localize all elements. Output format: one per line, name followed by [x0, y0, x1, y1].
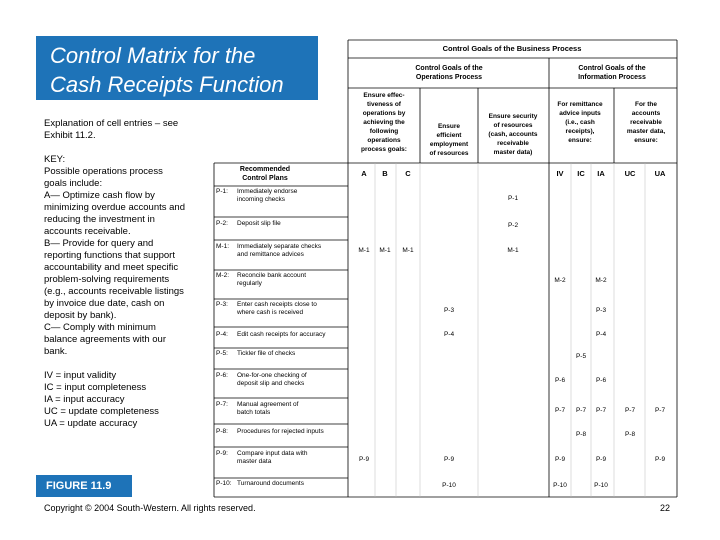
- info-goal-accounts: receivable: [630, 119, 662, 126]
- column-code-a: A: [361, 169, 367, 178]
- plan-description: where cash is received: [237, 309, 304, 316]
- info-goal-accounts: master data,: [626, 128, 666, 135]
- ops-goal-security: of resources: [493, 122, 533, 129]
- plan-code: P-6:: [216, 372, 228, 379]
- explanation-text: Explanation of cell entries – see Exhibit 11.2.: [44, 118, 179, 141]
- abbreviation-line: IC = input completeness: [44, 382, 147, 393]
- plans-header: Recommended: [239, 166, 291, 173]
- matrix-cell: P-9: [654, 456, 666, 463]
- ops-goal-effectiveness: following: [369, 128, 399, 135]
- matrix-cell: P-7: [654, 407, 666, 414]
- info-goal-remittance: receipts),: [565, 128, 595, 135]
- info-goals-header: Control Goals of the: [578, 65, 646, 72]
- matrix-cell: P-7: [595, 407, 607, 414]
- ops-goal-security: (cash, accounts: [488, 131, 538, 138]
- plan-description: Immediately separate checks: [237, 243, 322, 250]
- plan-description: regularly: [237, 280, 262, 287]
- matrix-cell: P-6: [554, 377, 566, 384]
- info-goals-header: Information Process: [578, 74, 646, 81]
- ops-goal-effectiveness: process goals:: [361, 146, 407, 153]
- plan-code: P-7:: [216, 401, 228, 408]
- plan-description: Immediately endorse: [237, 188, 298, 195]
- abbreviation-line: IV = input validity: [44, 370, 117, 381]
- matrix-cell: M-1: [379, 247, 391, 254]
- matrix-cell: P-9: [554, 456, 566, 463]
- matrix-cell: P-7: [575, 407, 587, 414]
- key-line: (e.g., accounts receivable listings: [44, 286, 184, 297]
- plan-description: Reconcile bank account: [237, 272, 307, 279]
- plan-code: M-1:: [216, 243, 229, 250]
- plan-description: master data: [237, 458, 272, 465]
- plan-description: Procedures for rejected inputs: [237, 428, 324, 435]
- ops-goal-effectiveness: operations: [367, 137, 401, 144]
- matrix-cell: P-4: [443, 331, 455, 338]
- plan-description: Turnaround documents: [237, 480, 304, 487]
- matrix-cell: M-2: [554, 277, 566, 284]
- matrix-cell: P-9: [443, 456, 455, 463]
- plan-description: Edit cash receipts for accuracy: [237, 331, 326, 338]
- matrix-cell: P-8: [575, 431, 587, 438]
- ops-goals-header: Control Goals of the: [415, 65, 483, 72]
- key-line: bank.: [44, 346, 68, 357]
- key-line: problem-solving requirements: [44, 274, 170, 285]
- plan-code: M-2:: [216, 272, 229, 279]
- ops-goal-efficiency: Ensure: [437, 123, 461, 130]
- matrix-cell: P-1: [507, 195, 519, 202]
- abbreviation-line: UC = update completeness: [44, 406, 159, 417]
- matrix-cell: P-3: [443, 307, 455, 314]
- matrix-cell: P-8: [624, 431, 636, 438]
- matrix-main-header: Control Goals of the Business Process: [442, 44, 582, 53]
- key-line: deposit by bank).: [44, 310, 117, 321]
- abbreviation-line: UA = update accuracy: [44, 418, 138, 429]
- column-code-ia: IA: [597, 169, 605, 178]
- plan-code: P-2:: [216, 220, 228, 227]
- matrix-cell: P-6: [595, 377, 607, 384]
- column-code-ua: UA: [654, 169, 666, 178]
- key-line: balance agreements with our: [44, 334, 166, 345]
- column-code-ic: IC: [577, 169, 585, 178]
- matrix-cell: P-2: [507, 222, 519, 229]
- matrix-cell: P-10: [442, 482, 456, 489]
- matrix-cell: P-5: [575, 353, 587, 360]
- matrix-cell: P-7: [624, 407, 636, 414]
- figure-label: FIGURE 11.9: [36, 475, 132, 497]
- page-number: 22: [660, 503, 671, 513]
- key-line: KEY:: [44, 154, 66, 165]
- plan-code: P-9:: [216, 450, 228, 457]
- plan-code: P-3:: [216, 301, 228, 308]
- key-line: accounts receivable.: [44, 226, 131, 237]
- plan-code: P-10:: [216, 480, 232, 487]
- slide-title-line: Cash Receipts Function: [50, 72, 284, 97]
- key-line: B— Provide for query and: [44, 238, 154, 249]
- key-line: accountability and meet specific: [44, 262, 179, 273]
- matrix-cell: P-10: [594, 482, 608, 489]
- plan-description: incoming checks: [237, 196, 286, 203]
- info-goal-remittance: advice inputs: [559, 110, 601, 117]
- key-line: C— Comply with minimum: [44, 322, 156, 333]
- matrix-cell: M-1: [358, 247, 370, 254]
- matrix-cell: P-9: [595, 456, 607, 463]
- column-code-b: B: [382, 169, 388, 178]
- plan-description: Tickler file of checks: [237, 350, 296, 357]
- key-line: goals include:: [44, 178, 103, 189]
- column-code-uc: UC: [624, 169, 636, 178]
- key-line: A— Optimize cash flow by: [44, 190, 155, 201]
- ops-goal-efficiency: employment: [429, 141, 469, 148]
- column-code-c: C: [405, 169, 411, 178]
- matrix-cell: P-9: [358, 456, 370, 463]
- slide-title-line: Control Matrix for the: [50, 43, 256, 68]
- info-goal-remittance: For remittance: [557, 101, 603, 108]
- info-goal-remittance: ensure:: [568, 137, 592, 144]
- key-line: reducing the investment in: [44, 214, 155, 225]
- matrix-cell: M-1: [507, 247, 519, 254]
- ops-goal-efficiency: efficient: [436, 132, 462, 139]
- copyright-notice: Copyright © 2004 South-Western. All rights reserved.: [44, 503, 256, 513]
- key-line: Possible operations process: [44, 166, 163, 177]
- column-code-iv: IV: [556, 169, 564, 178]
- plan-description: Deposit slip file: [237, 220, 281, 227]
- plan-code: P-1:: [216, 188, 228, 195]
- abbreviation-line: IA = input accuracy: [44, 394, 125, 405]
- plan-code: P-5:: [216, 350, 228, 357]
- ops-goal-security: receivable: [497, 140, 529, 147]
- ops-goal-security: Ensure security: [488, 113, 538, 120]
- key-line: reporting functions that support: [44, 250, 175, 261]
- ops-goal-effectiveness: Ensure effec-: [363, 92, 405, 99]
- info-goal-accounts: For the: [634, 101, 658, 108]
- plan-description: Enter cash receipts close to: [237, 301, 317, 308]
- plan-description: Manual agreement of: [237, 401, 299, 408]
- info-goal-accounts: ensure:: [634, 137, 658, 144]
- ops-goal-effectiveness: tiveness of: [367, 101, 401, 108]
- matrix-cell: P-7: [554, 407, 566, 414]
- plan-description: One-for-one checking of: [237, 372, 307, 379]
- key-line: minimizing overdue accounts and: [44, 202, 185, 213]
- plan-code: P-8:: [216, 428, 228, 435]
- plan-description: deposit slip and checks: [237, 380, 305, 387]
- plans-header: Control Plans: [242, 175, 288, 182]
- ops-goal-effectiveness: achieving the: [363, 119, 405, 126]
- matrix-cell: P-10: [553, 482, 567, 489]
- matrix-cell: M-2: [595, 277, 607, 284]
- ops-goals-header: Operations Process: [415, 74, 483, 81]
- ops-goal-effectiveness: operations by: [362, 110, 406, 117]
- ops-goal-efficiency: of resources: [429, 150, 469, 157]
- matrix-cell: P-3: [595, 307, 607, 314]
- info-goal-remittance: (i.e., cash: [565, 119, 595, 126]
- key-line: by invoice due date, cash on: [44, 298, 165, 309]
- matrix-cell: P-4: [595, 331, 607, 338]
- info-goal-accounts: accounts: [631, 110, 661, 117]
- plan-description: batch totals: [237, 409, 271, 416]
- plan-description: Compare input data with: [237, 450, 308, 457]
- plan-description: and remittance advices: [237, 251, 304, 258]
- ops-goal-security: master data): [493, 149, 533, 156]
- plan-code: P-4:: [216, 331, 228, 338]
- matrix-cell: M-1: [402, 247, 414, 254]
